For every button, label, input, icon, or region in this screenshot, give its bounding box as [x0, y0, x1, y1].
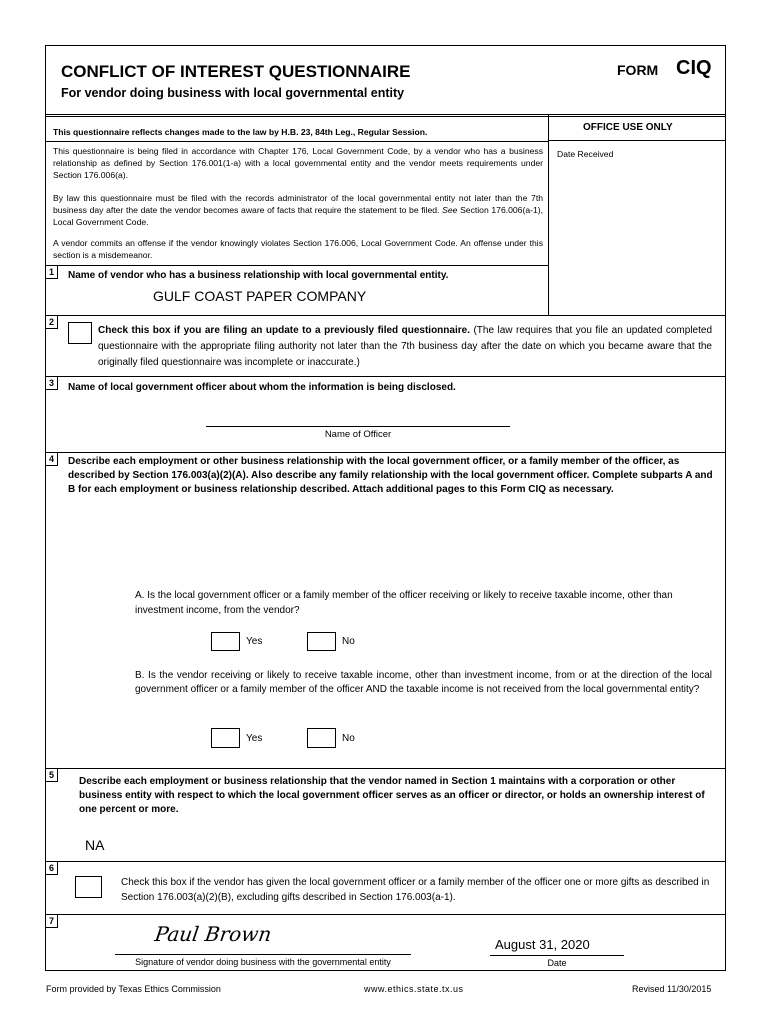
- header-divider: [45, 114, 726, 115]
- form-code: CIQ: [676, 57, 712, 79]
- intro-para-1: This questionnaire is being filed in accordance with Chapter 176, Local Government Code, by a vendor who has a business relationship as defined by Section 176.001(1-a) with a local governmental entity and the vendor meets requirements under Section 176.006(a).: [53, 146, 543, 180]
- date-received-label: Date Received: [557, 149, 614, 159]
- section-1-label: Name of vendor who has a business relationship with local governmental entity.: [68, 270, 449, 281]
- section-7-number: 7: [45, 914, 58, 928]
- form-frame: [45, 45, 726, 971]
- form-subtitle: For vendor doing business with local governmental entity: [61, 86, 405, 100]
- section-5-number: 5: [45, 768, 58, 782]
- law-note: This questionnaire reflects changes made to the law by H.B. 23, 84th Leg., Regular Session.: [53, 127, 428, 137]
- footer-provider: Form provided by Texas Ethics Commission: [46, 984, 221, 994]
- question-a-no-label: No: [342, 636, 355, 647]
- section-6-text: Check this box if the vendor has given the local government officer or a family member of the officer one or more gifts as described in Section 176.003(a)(2)(B), excluding gifts described in Section 176.003(a-1).: [121, 877, 710, 903]
- office-use-title: OFFICE USE ONLY: [583, 122, 673, 133]
- signature-date-field[interactable]: August 31, 2020: [495, 937, 590, 952]
- question-b-no-checkbox[interactable]: [307, 728, 336, 748]
- question-b: B. Is the vendor receiving or likely to receive taxable income, other than investment income, from or at the direction of the local government officer or a family member of the officer AND the taxable income is not received from the local governmental entity?: [135, 670, 712, 695]
- form-label: FORM: [617, 62, 659, 78]
- section-5-divider: [45, 768, 726, 769]
- intro-para-2: [53, 192, 543, 228]
- question-b-yes-checkbox[interactable]: [211, 728, 240, 748]
- signature-line: [115, 954, 411, 955]
- vendor-name-field[interactable]: GULF COAST PAPER COMPANY: [153, 288, 367, 304]
- intro-para-2-main: By law this questionnaire must be filed with the records administrator of the local governmental entity not later than the 7th business day after the date the vendor becomes aware of facts that require the statement to be filed.: [53, 193, 543, 215]
- office-use-divider: [548, 140, 726, 141]
- officer-name-field[interactable]: [206, 410, 510, 426]
- section-1-divider: [45, 265, 548, 266]
- section-5-value[interactable]: NA: [85, 837, 105, 853]
- question-b-yes-label: Yes: [246, 733, 263, 744]
- signature-caption: Signature of vendor doing business with the governmental entity: [135, 957, 391, 967]
- question-a: A. Is the local government officer or a family member of the officer receiving or likely to receive taxable income, other than investment income, from the vendor?: [135, 590, 673, 616]
- question-a-no-checkbox[interactable]: [307, 632, 336, 651]
- intro-para-3: A vendor commits an offense if the vendor knowingly violates Section 176.006, Local Government Code. An offense under this section is a misdemeanor.: [53, 238, 543, 260]
- question-a-yes-label: Yes: [246, 636, 263, 647]
- officer-name-line: [206, 426, 510, 427]
- update-checkbox[interactable]: [68, 322, 92, 344]
- section-5-label: Describe each employment or business relationship that the vendor named in Section 1 maintains with a corporation or other business entity with respect to which the local government officer serves as an officer or director, or holds an ownership interest of one percent or more.: [79, 776, 705, 815]
- section-2-bold-text: Check this box if you are filing an update to a previously filed questionnaire.: [98, 325, 470, 336]
- officer-name-caption: Name of Officer: [324, 429, 392, 440]
- question-a-yes-checkbox[interactable]: [211, 632, 240, 651]
- question-b-no-label: No: [342, 733, 355, 744]
- date-line: [490, 955, 624, 956]
- section-3-label: Name of local government officer about whom the information is being disclosed.: [68, 382, 456, 393]
- office-use-border: [548, 114, 549, 315]
- section-3-number: 3: [45, 376, 58, 390]
- date-caption: Date: [547, 958, 567, 968]
- section-4-number: 4: [45, 452, 58, 466]
- section-4-label: Describe each employment or other business relationship with the local government officer, or a family member of the officer, as described by Section 176.003(a)(2)(A). Also describe any family relationship with the local government officer. Complete subparts A and B for each employment or business relationship described. Attach additional pages to this Form CIQ as necessary.: [68, 456, 713, 495]
- section-2-text: [98, 323, 712, 371]
- section-6-divider: [45, 861, 726, 862]
- section-2-number: 2: [45, 315, 58, 329]
- section-2-divider: [45, 315, 726, 316]
- section-7-divider: [45, 914, 726, 915]
- footer-website-link[interactable]: www.ethics.state.tx.us: [364, 984, 464, 994]
- section-3-divider: [45, 376, 726, 377]
- section-2-body-text: (The law requires that you file an updated completed questionnaire with the appropriate filing authority not later than the 7th business day after the date on which you became aware that the originally filed questionnaire was incomplete or inaccurate.): [98, 325, 713, 368]
- section-4-divider: [45, 452, 726, 453]
- law-note-divider: [45, 141, 548, 142]
- header-divider-2: [45, 116, 726, 117]
- vendor-signature[interactable]: Paul Brown: [153, 922, 274, 946]
- form-title: CONFLICT OF INTEREST QUESTIONNAIRE: [61, 62, 411, 81]
- section-1-number: 1: [45, 265, 58, 279]
- gifts-checkbox[interactable]: [75, 876, 102, 898]
- footer-revision: Revised 11/30/2015: [632, 984, 712, 994]
- intro-para-2-see: See: [442, 205, 458, 215]
- intro-para-2-ref: Section 176.006(a-1), Local Government Code.: [53, 205, 543, 227]
- section-6-number: 6: [45, 861, 58, 875]
